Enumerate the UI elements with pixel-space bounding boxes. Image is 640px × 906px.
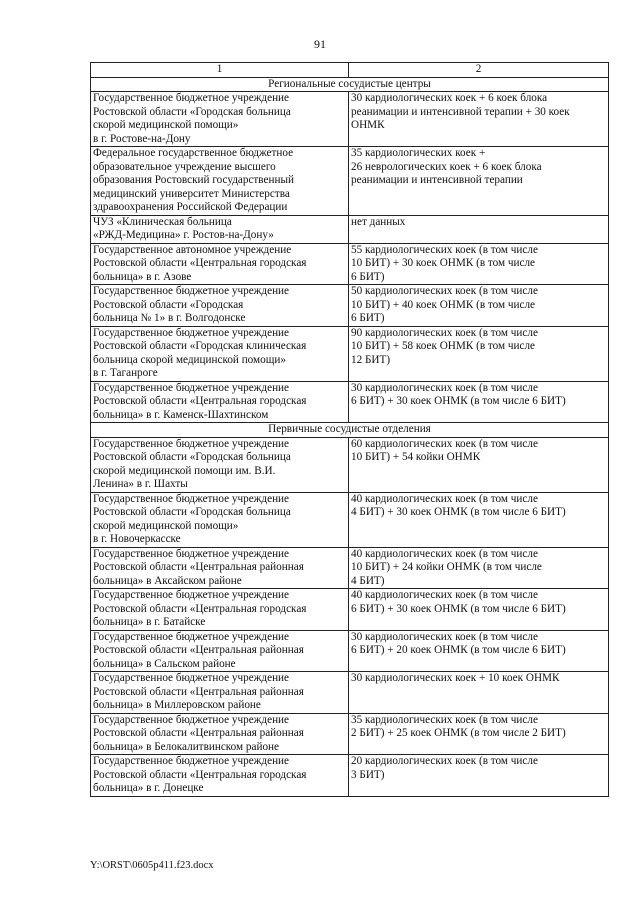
table-row: [91, 215, 609, 243]
table-row: [91, 630, 609, 672]
bed-capacity-cell: 30 кардиологических коек + 10 коек ОНМК: [349, 672, 609, 714]
table-row: [91, 672, 609, 714]
table-row: [91, 437, 609, 492]
page-number: 91: [314, 37, 326, 51]
section-header-row: [91, 423, 609, 438]
institution-cell: Государственное бюджетное учреждение Ростовской области «Центральная районная больница» в Аксайском районе: [91, 547, 349, 589]
file-path-footer: Y:\ORST\0605p411.f23.docx: [90, 860, 214, 871]
section-title: Первичные сосудистые отделения: [91, 423, 609, 438]
institution-cell: Государственное автономное учреждение Ростовской области «Центральная городская больница» в г. Азове: [91, 243, 349, 285]
bed-capacity-cell: 35 кардиологических коек (в том числе 2 БИТ) + 25 коек ОНМК (в том числе 2 БИТ): [349, 713, 609, 755]
bed-capacity-cell: 30 кардиологических коек (в том числе 6 БИТ) + 30 коек ОНМК (в том числе 6 БИТ): [349, 381, 609, 423]
institution-cell: Государственное бюджетное учреждение Ростовской области «Центральная городская больница» в г. Каменск-Шахтинском: [91, 381, 349, 423]
institution-cell: Государственное бюджетное учреждение Ростовской области «Центральная городская больница» в г. Батайске: [91, 589, 349, 631]
table-row: [91, 589, 609, 631]
table-row: [91, 381, 609, 423]
table-row: [91, 326, 609, 381]
table-row: [91, 92, 609, 147]
bed-capacity-cell: 30 кардиологических коек + 6 коек блока реанимации и интенсивной терапии + 30 коек ОНМК: [349, 92, 609, 147]
bed-capacity-cell: 50 кардиологических коек (в том числе 10 БИТ) + 40 коек ОНМК (в том числе 6 БИТ): [349, 285, 609, 327]
table-header-row: [91, 63, 609, 78]
bed-capacity-cell: нет данных: [349, 215, 609, 243]
table-row: [91, 285, 609, 327]
bed-capacity-cell: 90 кардиологических коек (в том числе 10 БИТ) + 58 коек ОНМК (в том числе 12 БИТ): [349, 326, 609, 381]
institution-cell: Государственное бюджетное учреждение Ростовской области «Центральная районная больница» в Белокалитвинском районе: [91, 713, 349, 755]
bed-capacity-cell: 55 кардиологических коек (в том числе 10 БИТ) + 30 коек ОНМК (в том числе 6 БИТ): [349, 243, 609, 285]
table-row: [91, 147, 609, 216]
bed-capacity-cell: 30 кардиологических коек (в том числе 6 БИТ) + 20 коек ОНМК (в том числе 6 БИТ): [349, 630, 609, 672]
bed-capacity-cell: 20 кардиологических коек (в том числе 3 БИТ): [349, 755, 609, 797]
table-row: [91, 243, 609, 285]
column-header-1: 1: [91, 63, 349, 78]
institution-cell: Государственное бюджетное учреждение Ростовской области «Городская больница скорой медицинской помощи» в г. Новочеркасске: [91, 492, 349, 547]
bed-capacity-cell: 35 кардиологических коек + 26 неврологических коек + 6 коек блока реанимации и интенсивной терапии: [349, 147, 609, 216]
institution-cell: ЧУЗ «Клиническая больница «РЖД-Медицина» г. Ростов-на-Дону»: [91, 215, 349, 243]
section-title: Региональные сосудистые центры: [91, 77, 609, 92]
institution-cell: Государственное бюджетное учреждение Ростовской области «Городская больница № 1» в г. Волгодонске: [91, 285, 349, 327]
institution-cell: Государственное бюджетное учреждение Ростовской области «Центральная городская больница» в г. Донецке: [91, 755, 349, 797]
institution-cell: Государственное бюджетное учреждение Ростовской области «Городская больница скорой медицинской помощи» в г. Ростове-на-Дону: [91, 92, 349, 147]
institution-cell: Государственное бюджетное учреждение Ростовской области «Городская клиническая больница скорой медицинской помощи» в г. Таганроге: [91, 326, 349, 381]
hospital-beds-table: [90, 62, 609, 797]
bed-capacity-cell: 40 кардиологических коек (в том числе 10 БИТ) + 24 койки ОНМК (в том числе 4 БИТ): [349, 547, 609, 589]
institution-cell: Государственное бюджетное учреждение Ростовской области «Центральная районная больница» в Сальском районе: [91, 630, 349, 672]
institution-cell: Государственное бюджетное учреждение Ростовской области «Центральная районная больница» в Миллеровском районе: [91, 672, 349, 714]
bed-capacity-cell: 60 кардиологических коек (в том числе 10 БИТ) + 54 койки ОНМК: [349, 437, 609, 492]
section-header-row: [91, 77, 609, 92]
bed-capacity-cell: 40 кардиологических коек (в том числе 6 БИТ) + 30 коек ОНМК (в том числе 6 БИТ): [349, 589, 609, 631]
column-header-2: 2: [349, 63, 609, 78]
table-row: [91, 713, 609, 755]
bed-capacity-cell: 40 кардиологических коек (в том числе 4 БИТ) + 30 коек ОНМК (в том числе 6 БИТ): [349, 492, 609, 547]
table-row: [91, 547, 609, 589]
institution-cell: Государственное бюджетное учреждение Ростовской области «Городская больница скорой медицинской помощи им. В.И. Ленина» в г. Шахты: [91, 437, 349, 492]
table-row: [91, 755, 609, 797]
table-row: [91, 492, 609, 547]
institution-cell: Федеральное государственное бюджетное образовательное учреждение высшего образования Ростовский государственный медицинский университет Министерства здравоохранения Российской Федерации: [91, 147, 349, 216]
